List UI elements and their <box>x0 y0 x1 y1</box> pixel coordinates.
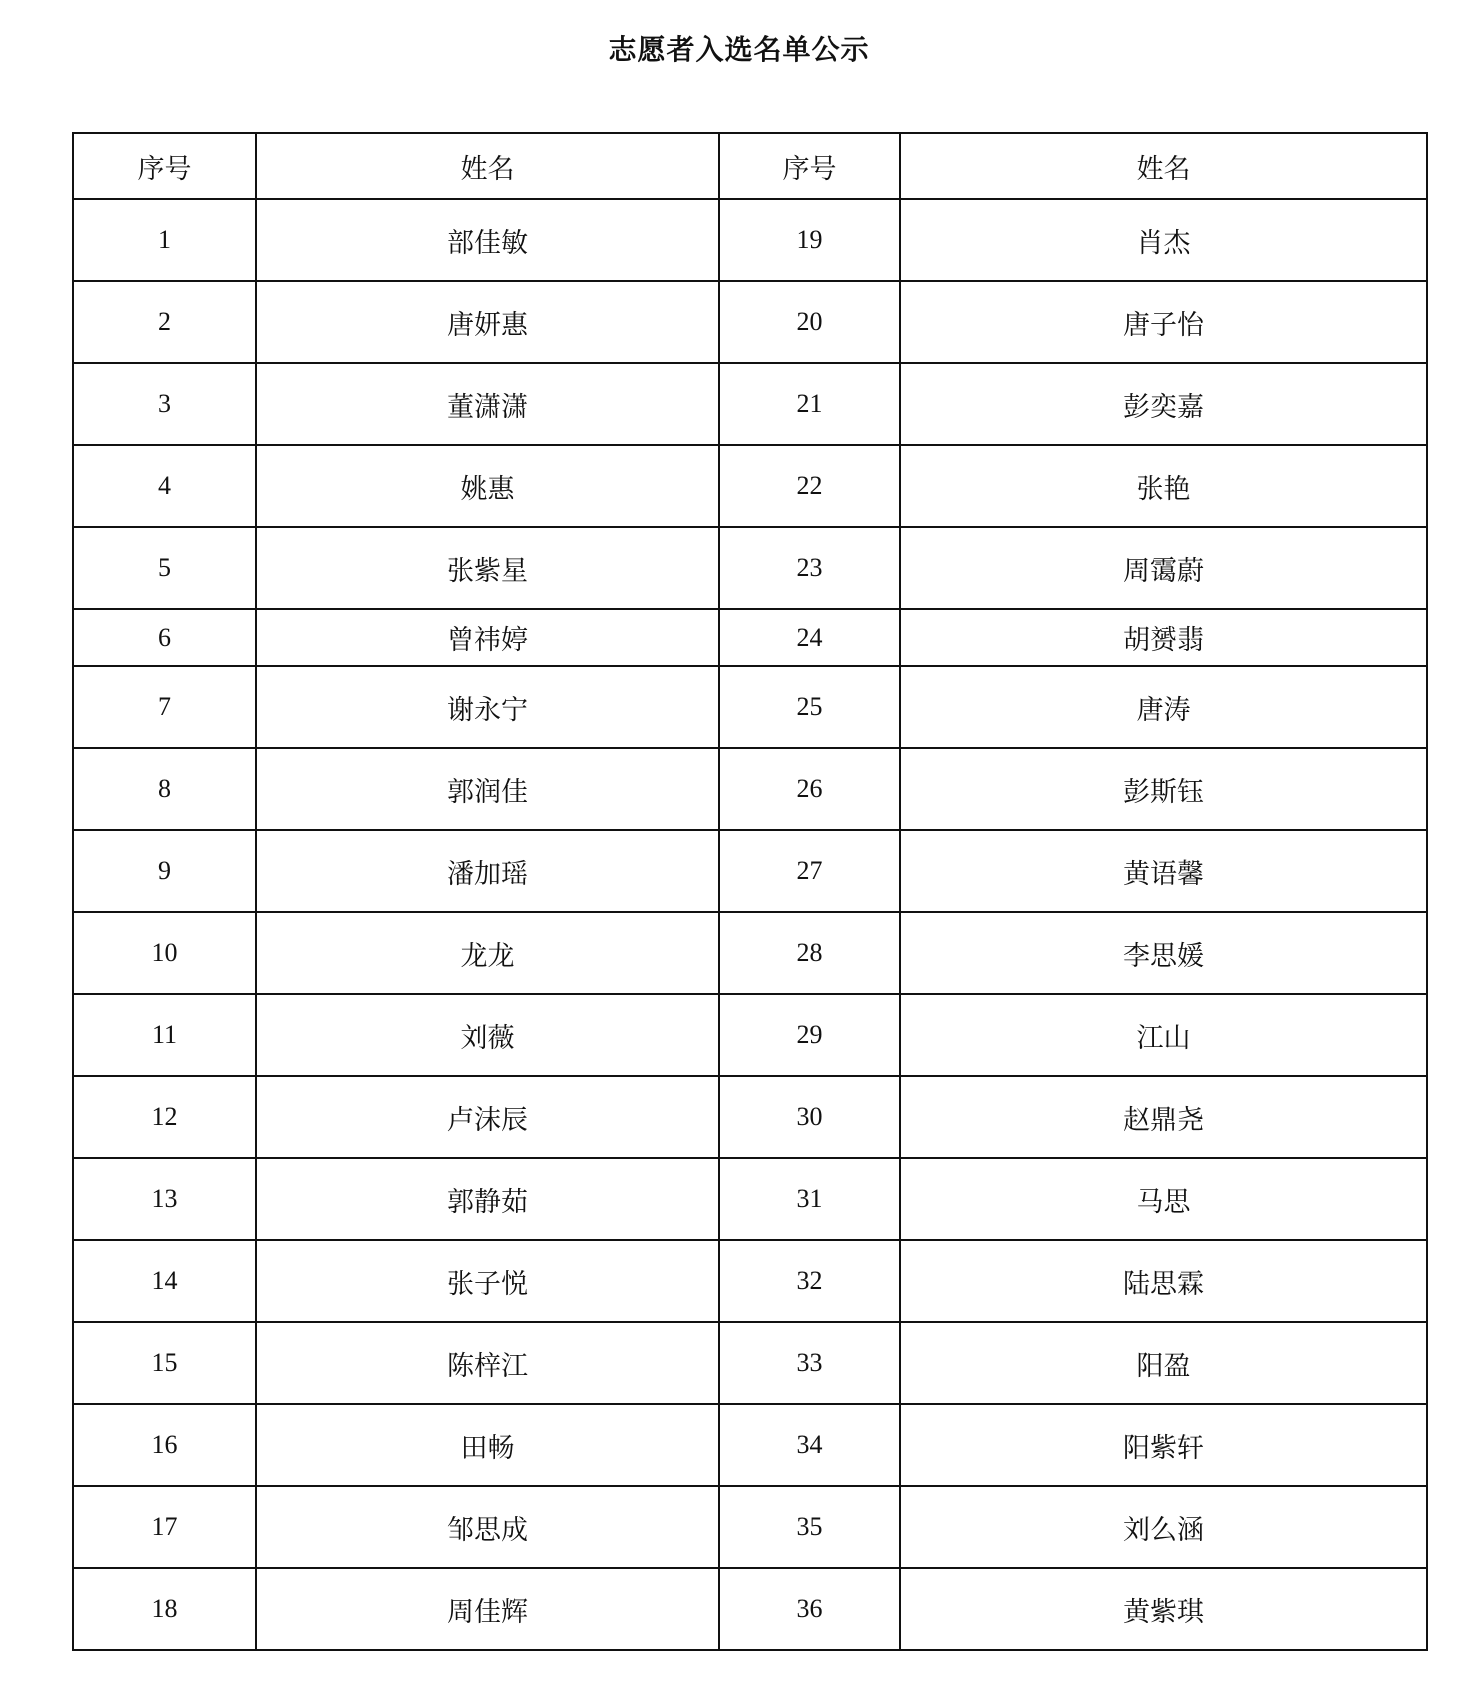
left-name-cell: 唐妍惠 <box>256 281 719 363</box>
right-number-cell: 28 <box>719 912 900 994</box>
header-left-name: 姓名 <box>256 133 719 199</box>
left-name-cell: 曾祎婷 <box>256 609 719 666</box>
left-number-cell: 15 <box>73 1322 256 1404</box>
right-number-cell: 20 <box>719 281 900 363</box>
volunteer-table <box>72 132 1428 1651</box>
left-number-cell: 18 <box>73 1568 256 1650</box>
left-name-cell: 周佳辉 <box>256 1568 719 1650</box>
page-title: 志愿者入选名单公示 <box>608 33 870 66</box>
left-name-cell: 董潇潇 <box>256 363 719 445</box>
table-row <box>73 1158 1427 1240</box>
right-name-cell: 阳紫轩 <box>900 1404 1427 1486</box>
right-number-cell: 21 <box>719 363 900 445</box>
right-number-cell: 25 <box>719 666 900 748</box>
left-number-cell: 17 <box>73 1486 256 1568</box>
right-name-cell: 陆思霖 <box>900 1240 1427 1322</box>
right-name-cell: 阳盈 <box>900 1322 1427 1404</box>
right-name-cell: 肖杰 <box>900 199 1427 281</box>
header-right-name: 姓名 <box>900 133 1427 199</box>
left-number-cell: 4 <box>73 445 256 527</box>
left-name-cell: 部佳敏 <box>256 199 719 281</box>
table-row <box>73 527 1427 609</box>
right-number-cell: 23 <box>719 527 900 609</box>
right-number-cell: 19 <box>719 199 900 281</box>
table-row <box>73 912 1427 994</box>
right-name-cell: 黄语馨 <box>900 830 1427 912</box>
table-row <box>73 1404 1427 1486</box>
right-name-cell: 赵鼎尧 <box>900 1076 1427 1158</box>
left-name-cell: 郭静茹 <box>256 1158 719 1240</box>
table-row <box>73 1568 1427 1650</box>
right-name-cell: 马思 <box>900 1158 1427 1240</box>
table-body <box>73 199 1427 1650</box>
right-number-cell: 27 <box>719 830 900 912</box>
header-left-number: 序号 <box>73 133 256 199</box>
right-number-cell: 24 <box>719 609 900 666</box>
right-name-cell: 胡赟翡 <box>900 609 1427 666</box>
table-row <box>73 363 1427 445</box>
left-name-cell: 龙龙 <box>256 912 719 994</box>
right-number-cell: 26 <box>719 748 900 830</box>
right-name-cell: 彭斯钰 <box>900 748 1427 830</box>
left-number-cell: 11 <box>73 994 256 1076</box>
left-number-cell: 5 <box>73 527 256 609</box>
right-number-cell: 35 <box>719 1486 900 1568</box>
right-number-cell: 31 <box>719 1158 900 1240</box>
table-row <box>73 1076 1427 1158</box>
table-row <box>73 830 1427 912</box>
right-number-cell: 33 <box>719 1322 900 1404</box>
left-number-cell: 7 <box>73 666 256 748</box>
right-name-cell: 黄紫琪 <box>900 1568 1427 1650</box>
left-name-cell: 卢沫辰 <box>256 1076 719 1158</box>
left-name-cell: 郭润佳 <box>256 748 719 830</box>
right-name-cell: 唐子怡 <box>900 281 1427 363</box>
left-number-cell: 14 <box>73 1240 256 1322</box>
left-name-cell: 张子悦 <box>256 1240 719 1322</box>
left-number-cell: 2 <box>73 281 256 363</box>
left-number-cell: 3 <box>73 363 256 445</box>
left-number-cell: 6 <box>73 609 256 666</box>
right-name-cell: 彭奕嘉 <box>900 363 1427 445</box>
table-row <box>73 281 1427 363</box>
table-row <box>73 1322 1427 1404</box>
right-number-cell: 34 <box>719 1404 900 1486</box>
left-name-cell: 陈梓江 <box>256 1322 719 1404</box>
table-header-row <box>73 133 1427 199</box>
table-row <box>73 748 1427 830</box>
table-row <box>73 994 1427 1076</box>
left-number-cell: 9 <box>73 830 256 912</box>
right-number-cell: 30 <box>719 1076 900 1158</box>
left-number-cell: 13 <box>73 1158 256 1240</box>
table-row <box>73 1486 1427 1568</box>
table-row <box>73 1240 1427 1322</box>
right-name-cell: 刘么涵 <box>900 1486 1427 1568</box>
right-number-cell: 32 <box>719 1240 900 1322</box>
table-row <box>73 666 1427 748</box>
table-row <box>73 445 1427 527</box>
table-row <box>73 609 1427 666</box>
left-number-cell: 1 <box>73 199 256 281</box>
left-number-cell: 16 <box>73 1404 256 1486</box>
left-name-cell: 姚惠 <box>256 445 719 527</box>
right-name-cell: 张艳 <box>900 445 1427 527</box>
left-number-cell: 12 <box>73 1076 256 1158</box>
left-name-cell: 刘薇 <box>256 994 719 1076</box>
header-right-number: 序号 <box>719 133 900 199</box>
left-number-cell: 8 <box>73 748 256 830</box>
left-name-cell: 邹思成 <box>256 1486 719 1568</box>
table-row <box>73 199 1427 281</box>
right-number-cell: 22 <box>719 445 900 527</box>
right-name-cell: 江山 <box>900 994 1427 1076</box>
left-name-cell: 潘加瑶 <box>256 830 719 912</box>
right-name-cell: 唐涛 <box>900 666 1427 748</box>
right-number-cell: 29 <box>719 994 900 1076</box>
right-number-cell: 36 <box>719 1568 900 1650</box>
right-name-cell: 李思媛 <box>900 912 1427 994</box>
left-name-cell: 谢永宁 <box>256 666 719 748</box>
right-name-cell: 周霭蔚 <box>900 527 1427 609</box>
left-number-cell: 10 <box>73 912 256 994</box>
left-name-cell: 张紫星 <box>256 527 719 609</box>
left-name-cell: 田畅 <box>256 1404 719 1486</box>
